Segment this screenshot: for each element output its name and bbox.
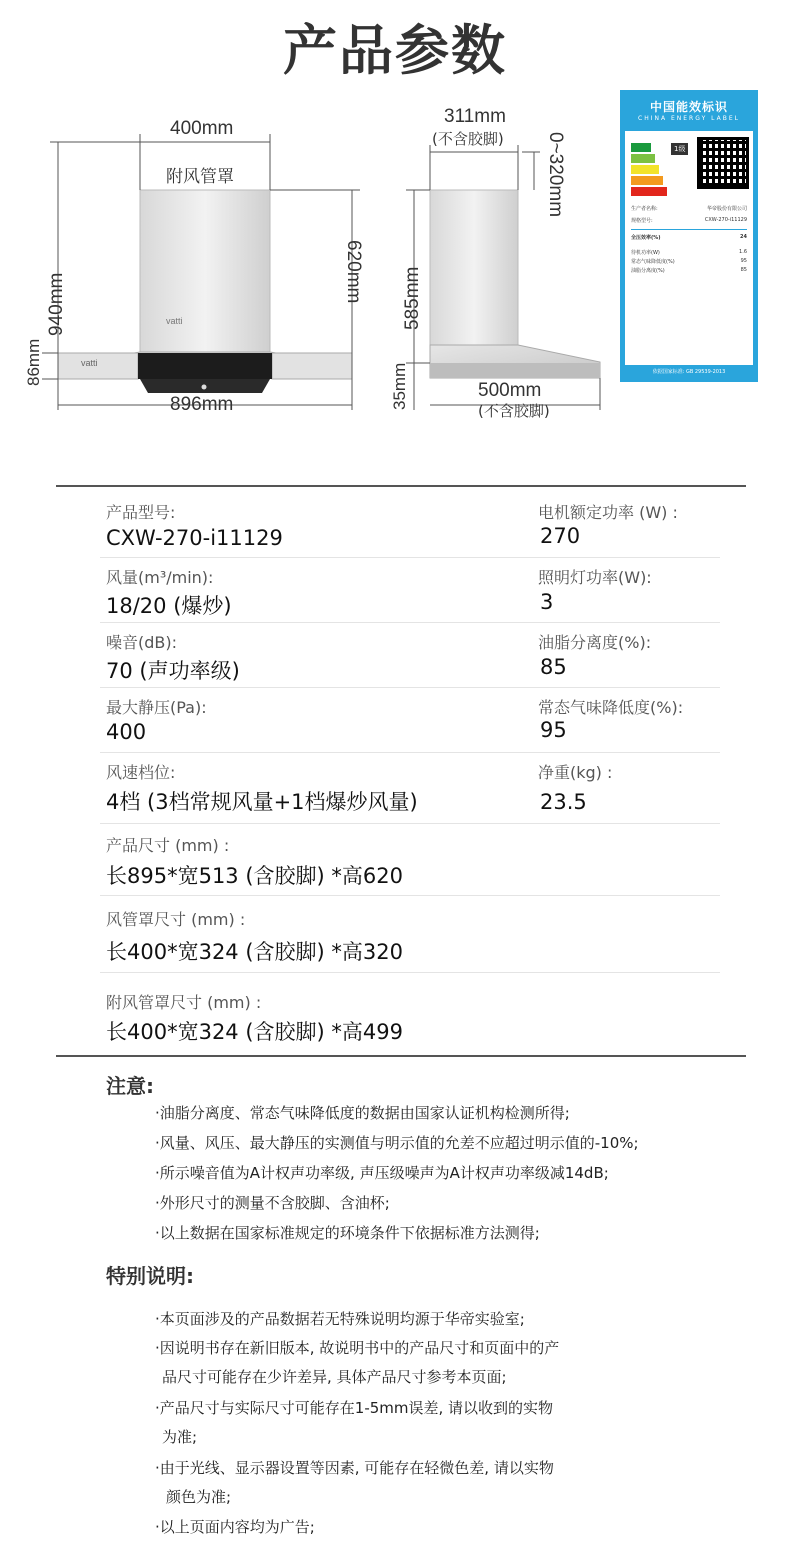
special-item: ·因说明书存在新旧版本, 故说明书中的产品尺寸和页面中的产 xyxy=(155,1339,560,1357)
spec-model-value: CXW-270-i11129 xyxy=(106,526,283,550)
spec-speed-label: 风速档位: xyxy=(106,763,176,782)
label-key: 全压效率(%) xyxy=(631,235,661,241)
label-value: 85 xyxy=(740,267,747,273)
spec-model-label: 产品型号: xyxy=(106,503,176,522)
note-item: ·所示噪音值为A计权声功率级, 声压级噪声为A计权声功率级减14dB; xyxy=(155,1164,609,1182)
spec-odor-value: 95 xyxy=(540,718,567,742)
spec-motor-label: 电机额定功率 (W) : xyxy=(538,503,678,522)
label-key: 待机功率(W) xyxy=(631,250,660,256)
front-top-width: 400mm xyxy=(170,118,234,139)
spec-light-label: 照明灯功率(W): xyxy=(538,568,652,587)
label-value: 华帝股份有限公司 xyxy=(706,206,747,212)
special-heading: 特别说明: xyxy=(106,1264,194,1288)
spec-airflow-value: 18/20 (爆炒) xyxy=(106,594,232,618)
spec-size-label: 产品尺寸 (mm) : xyxy=(106,836,230,855)
spec-noise-label: 噪音(dB): xyxy=(106,633,178,652)
notes-heading: 注意: xyxy=(106,1074,154,1098)
spec-extra-duct-label: 附风管罩尺寸 (mm) : xyxy=(106,993,262,1012)
special-item: 品尺寸可能存在少许差异, 具体产品尺寸参考本页面; xyxy=(162,1368,507,1386)
special-item: 为准; xyxy=(162,1428,198,1446)
side-top-note: (不含胶脚) xyxy=(432,130,504,148)
label-value: CXW-270-i11129 xyxy=(704,217,747,223)
spec-duct-value: 长400*宽324 (含胶脚) *高320 xyxy=(106,940,403,964)
front-panel-height: 86mm xyxy=(24,338,43,386)
side-bottom-note: (不含胶脚) xyxy=(478,402,550,420)
spec-grease-value: 85 xyxy=(540,655,567,679)
spec-light-value: 3 xyxy=(540,590,554,614)
label-key: 常态气味降低度(%) xyxy=(631,259,675,265)
energy-label xyxy=(620,90,758,382)
note-item: ·风量、风压、最大静压的实测值与明示值的允差不应超过明示值的-10%; xyxy=(155,1134,639,1152)
spec-extra-duct-value: 长400*宽324 (含胶脚) *高499 xyxy=(106,1020,403,1044)
spec-pressure-value: 400 xyxy=(106,720,147,744)
side-chimney xyxy=(430,190,518,345)
label-key: 生产者名称: xyxy=(631,206,658,212)
special-item: ·由于光线、显示器设置等因素, 可能存在轻微色差, 请以实物 xyxy=(155,1459,554,1477)
spec-motor-value: 270 xyxy=(540,524,581,548)
spec-pressure-label: 最大静压(Pa): xyxy=(106,698,207,717)
front-control-panel xyxy=(138,353,272,379)
energy-label-footer: 依据国家标准: GB 29539-2013 xyxy=(625,365,753,377)
front-total-height: 940mm xyxy=(46,272,67,336)
spec-speed-value: 4档 (3档常规风量+1档爆炒风量) xyxy=(106,790,418,814)
table-top-rule xyxy=(56,485,746,487)
label-value: 24 xyxy=(740,234,747,240)
energy-label-title: 中国能效标识 xyxy=(649,100,728,114)
spec-duct-label: 风管罩尺寸 (mm) : xyxy=(106,910,246,929)
special-item: ·本页面涉及的产品数据若无特殊说明均源于华帝实验室; xyxy=(155,1310,525,1328)
side-panel-height: 35mm xyxy=(390,362,409,410)
spec-grease-label: 油脂分离度(%): xyxy=(538,633,652,652)
side-top-width: 311mm xyxy=(444,106,506,127)
special-item: ·以上页面内容均为广告; xyxy=(155,1518,315,1536)
spec-size-value: 长895*宽513 (含胶脚) *高620 xyxy=(106,864,403,888)
note-item: ·油脂分离度、常态气味降低度的数据由国家认证机构检测所得; xyxy=(155,1104,570,1122)
page-title: 产品参数 xyxy=(283,19,507,82)
special-item: 颜色为准; xyxy=(166,1488,232,1506)
side-bottom-width: 500mm xyxy=(478,380,542,401)
qr-code-icon xyxy=(697,137,749,189)
side-extension: 0~320mm xyxy=(545,132,566,218)
side-body-height: 585mm xyxy=(402,266,423,330)
note-item: ·以上数据在国家标准规定的环境条件下依据标准方法测得; xyxy=(155,1224,540,1242)
label-key: 规格型号: xyxy=(631,218,653,224)
front-bottom-width: 896mm xyxy=(170,394,234,415)
brand-logo: vatti xyxy=(81,358,98,368)
note-item: ·外形尺寸的测量不含胶脚、含油杯; xyxy=(155,1194,390,1212)
table-bottom-rule xyxy=(56,1055,746,1057)
spec-weight-value: 23.5 xyxy=(540,790,587,814)
front-body-height: 620mm xyxy=(343,240,364,304)
energy-grade: 1级 xyxy=(671,143,688,155)
label-value: 1.6 xyxy=(739,249,747,255)
spec-weight-label: 净重(kg) : xyxy=(538,763,613,782)
label-key: 油脂分离度(%) xyxy=(631,268,665,274)
grade-bars xyxy=(631,143,667,198)
energy-label-subtitle: CHINA ENERGY LABEL xyxy=(638,115,740,122)
spec-odor-label: 常态气味降低度(%): xyxy=(538,698,684,717)
brand-logo-body: vatti xyxy=(166,316,183,326)
front-chimney xyxy=(140,190,270,352)
label-value: 95 xyxy=(740,258,747,264)
spec-noise-value: 70 (声功率级) xyxy=(106,659,240,683)
spec-airflow-label: 风量(m³/min): xyxy=(106,568,214,587)
cover-label: 附风管罩 xyxy=(166,167,234,186)
special-item: ·产品尺寸与实际尺寸可能存在1-5mm误差, 请以收到的实物 xyxy=(155,1399,554,1417)
